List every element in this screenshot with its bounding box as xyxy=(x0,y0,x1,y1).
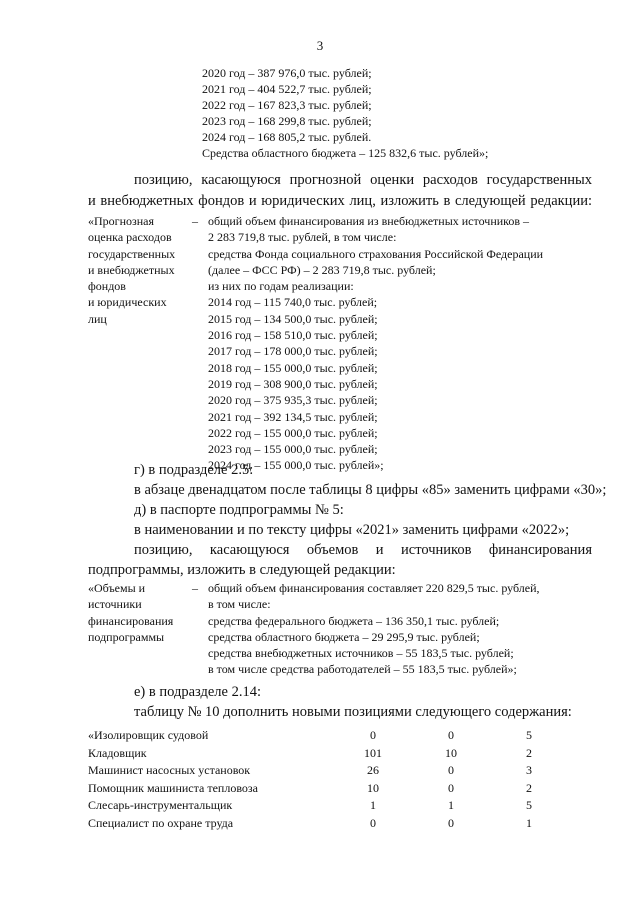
label-line: источники xyxy=(88,597,142,612)
funding-block-label xyxy=(88,580,173,645)
value-line: 2 283 719,8 тыс. рублей, в том числе: xyxy=(208,230,397,245)
value-cell: 2 xyxy=(526,745,532,760)
value-line: 2017 год – 178 000,0 тыс. рублей; xyxy=(208,344,378,359)
value-line: 2020 год – 375 935,3 тыс. рублей; xyxy=(208,393,378,408)
value-line: в том числе: xyxy=(208,597,271,612)
forecast-paragraph-line1: позицию, касающуюся прогнозной оценки расходов государственных xyxy=(134,172,592,188)
profession-name: Машинист насосных установок xyxy=(88,763,251,777)
amount-line: 2024 год – 168 805,2 тыс. рублей. xyxy=(202,130,372,144)
value-cell: 0 xyxy=(370,728,376,742)
label-line: лиц xyxy=(88,311,107,326)
profession-name: Слесарь-инструментальщик xyxy=(88,798,233,812)
value-line: (далее – ФСС РФ) – 2 283 719,8 тыс. рублей; xyxy=(208,262,436,277)
value-cell: 26 xyxy=(367,763,379,777)
label-line: подпрограммы xyxy=(88,629,165,644)
value-cell: 1 xyxy=(448,798,454,812)
value-line: 2014 год – 115 740,0 тыс. рублей; xyxy=(208,295,378,310)
profession-name: «Изолировщик судовой xyxy=(88,728,209,742)
instruction-d-text: в наименовании и по тексту цифры «2021» заменить цифрами «2022»; xyxy=(134,522,570,538)
table-row xyxy=(88,816,568,834)
funding-block-values xyxy=(208,580,540,678)
forecast-block-label xyxy=(88,213,175,327)
value-cell: 0 xyxy=(448,780,454,795)
page-number: 3 xyxy=(316,38,324,53)
amount-line: 2022 год – 167 823,3 тыс. рублей; xyxy=(202,98,372,112)
value-line: средства областного бюджета – 29 295,9 тыс. рублей; xyxy=(208,629,480,644)
value-line: 2021 год – 392 134,5 тыс. рублей; xyxy=(208,409,378,424)
forecast-block-dash: – xyxy=(192,214,198,228)
label-line: фондов xyxy=(88,279,126,294)
value-line: общий объем финансирования составляет 220 829,5 тыс. рублей, xyxy=(208,581,540,595)
value-cell: 0 xyxy=(370,815,376,830)
value-line: средства внебюджетных источников – 55 183,5 тыс. рублей; xyxy=(208,646,514,661)
table-row xyxy=(88,728,568,746)
value-cell: 5 xyxy=(526,798,532,812)
label-line: государственных xyxy=(88,246,176,261)
value-cell: 3 xyxy=(526,763,532,777)
profession-name: Кладовщик xyxy=(88,745,147,760)
value-cell: 10 xyxy=(367,780,379,795)
value-cell: 0 xyxy=(448,728,454,742)
profession-name: Специалист по охране труда xyxy=(88,815,234,830)
instruction-d: д) в паспорте подпрограммы № 5: xyxy=(134,502,344,518)
value-line: 2015 год – 134 500,0 тыс. рублей; xyxy=(208,311,378,326)
funding-block-dash: – xyxy=(192,581,198,595)
amount-line: 2023 год – 168 299,8 тыс. рублей; xyxy=(202,114,372,128)
table-row xyxy=(88,763,568,781)
profession-name: Помощник машиниста тепловоза xyxy=(88,780,258,795)
value-line: 2022 год – 155 000,0 тыс. рублей; xyxy=(208,425,378,440)
value-line: общий объем финансирования из внебюджетных источников – xyxy=(208,214,530,228)
value-cell: 101 xyxy=(364,745,382,760)
value-line: 2024 год – 155 000,0 тыс. рублей»; xyxy=(208,458,384,473)
amount-line: 2020 год – 387 976,0 тыс. рублей; xyxy=(202,66,372,80)
label-line: оценка расходов xyxy=(88,230,172,245)
label-line: и внебюджетных xyxy=(88,262,175,277)
instruction-position-line2: подпрограммы, изложить в следующей редакции: xyxy=(88,562,396,578)
table-row xyxy=(88,746,568,764)
value-cell: 0 xyxy=(448,815,454,830)
instruction-g: г) в подразделе 2.5: xyxy=(134,462,254,478)
value-line: средства Фонда социального страхования Российской Федерации xyxy=(208,246,544,261)
value-cell: 1 xyxy=(526,815,532,830)
value-cell: 1 xyxy=(370,798,376,812)
professions-table xyxy=(88,728,568,833)
value-line: 2019 год – 308 900,0 тыс. рублей; xyxy=(208,376,378,391)
label-line: «Прогнозная xyxy=(88,214,155,228)
instruction-position-line1: позицию, касающуюся объемов и источников финансирования xyxy=(134,542,592,558)
value-cell: 10 xyxy=(445,745,457,760)
section-e-text: таблицу № 10 дополнить новыми позициями следующего содержания: xyxy=(134,704,572,720)
forecast-paragraph-line2: и внебюджетных фондов и юридических лиц, изложить в следующей редакции: xyxy=(88,193,592,209)
label-line: «Объемы и xyxy=(88,581,146,595)
amount-line: Средства областного бюджета – 125 832,6 тыс. рублей»; xyxy=(202,146,489,160)
value-line: в том числе средства работодателей – 55 183,5 тыс. рублей»; xyxy=(208,662,517,677)
value-cell: 0 xyxy=(448,763,454,777)
value-line: из них по годам реализации: xyxy=(208,279,354,294)
value-line: 2016 год – 158 510,0 тыс. рублей; xyxy=(208,328,378,343)
table-row xyxy=(88,781,568,799)
amount-line: 2021 год – 404 522,7 тыс. рублей; xyxy=(202,82,372,96)
value-line: 2018 год – 155 000,0 тыс. рублей; xyxy=(208,360,378,375)
section-e-heading: е) в подразделе 2.14: xyxy=(134,684,261,700)
table-row xyxy=(88,798,568,816)
value-cell: 2 xyxy=(526,780,532,795)
value-line: 2023 год – 155 000,0 тыс. рублей; xyxy=(208,442,378,457)
instruction-g-text: в абзаце двенадцатом после таблицы 8 цифры «85» заменить цифрами «30»; xyxy=(134,482,607,498)
forecast-block-values xyxy=(208,213,543,474)
label-line: и юридических xyxy=(88,295,167,310)
label-line: финансирования xyxy=(88,613,174,628)
value-line: средства федерального бюджета – 136 350,1 тыс. рублей; xyxy=(208,613,500,628)
value-cell: 5 xyxy=(526,728,532,742)
